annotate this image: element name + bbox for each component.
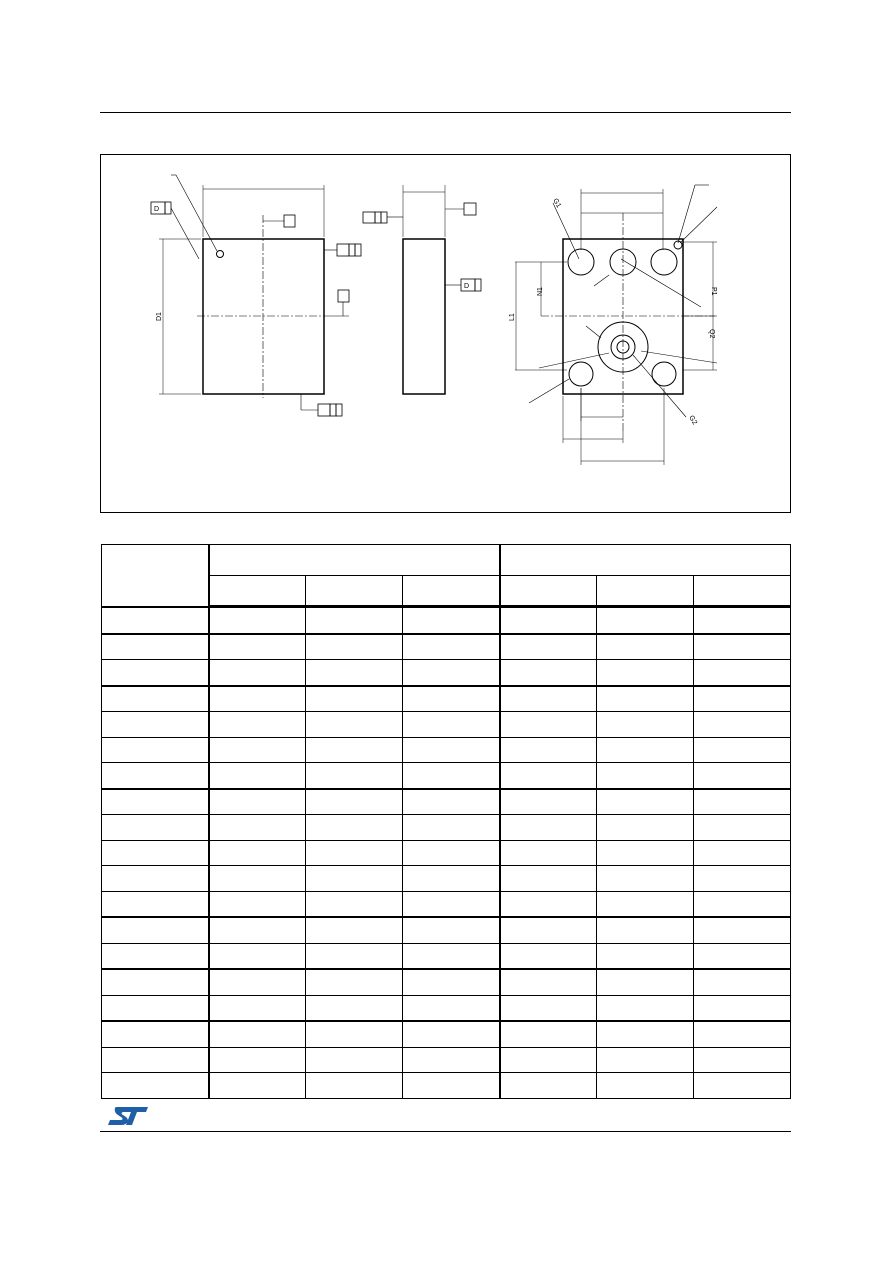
- table-subheader: [694, 576, 791, 607]
- table-cell: [500, 943, 597, 969]
- table-cell: [500, 917, 597, 943]
- table-cell: [102, 1021, 210, 1047]
- table-cell: [209, 943, 306, 969]
- table-cell: [102, 660, 210, 686]
- table-cell: [500, 1021, 597, 1047]
- table-cell: [306, 712, 403, 738]
- table-cell: [403, 995, 500, 1021]
- table-cell: [209, 763, 306, 789]
- table-row: [102, 995, 791, 1021]
- table-cell: [500, 815, 597, 841]
- table-cell: [403, 969, 500, 995]
- table-cell: [102, 866, 210, 892]
- table-cell: [102, 917, 210, 943]
- table-cell: [306, 866, 403, 892]
- table-cell: [102, 815, 210, 841]
- table-cell: [694, 995, 791, 1021]
- table-cell: [694, 686, 791, 712]
- table-cell: [403, 840, 500, 866]
- table-cell: [694, 917, 791, 943]
- table-cell: [694, 969, 791, 995]
- table-cell: [597, 866, 694, 892]
- table-subheader: [209, 576, 306, 607]
- table-cell: [102, 1073, 210, 1099]
- table-cell: [694, 1073, 791, 1099]
- table-cell: [403, 712, 500, 738]
- table-cell: [209, 1047, 306, 1073]
- label-g2: G2: [687, 414, 699, 427]
- table-cell: [597, 1073, 694, 1099]
- table-cell: [500, 737, 597, 763]
- table-row: [102, 943, 791, 969]
- front-view-body: [203, 239, 324, 394]
- table-cell: [694, 1047, 791, 1073]
- table-cell: [102, 686, 210, 712]
- table-cell: [306, 686, 403, 712]
- table-cell: [500, 607, 597, 634]
- table-cell: [597, 789, 694, 815]
- table-row: [102, 840, 791, 866]
- table-cell: [500, 1073, 597, 1099]
- table-row: [102, 1021, 791, 1047]
- table-subheader: [403, 576, 500, 607]
- footer-rule: [100, 1131, 791, 1132]
- table-cell: [694, 660, 791, 686]
- table-cell: [209, 712, 306, 738]
- table-cell: [597, 943, 694, 969]
- table-cell: [694, 607, 791, 634]
- label-p1: P1: [710, 287, 717, 296]
- table-cell: [403, 917, 500, 943]
- table-cell: [209, 917, 306, 943]
- table-cell: [500, 891, 597, 917]
- table-row: [102, 866, 791, 892]
- table-cell: [209, 1021, 306, 1047]
- table-subheader: [500, 576, 597, 607]
- table-cell: [694, 763, 791, 789]
- table-cell: [694, 737, 791, 763]
- table-body: [102, 607, 791, 1099]
- table-cell: [209, 737, 306, 763]
- table-cell: [500, 789, 597, 815]
- table-cell: [209, 789, 306, 815]
- table-cell: [597, 995, 694, 1021]
- table-cell: [102, 995, 210, 1021]
- table-header-group-1: [209, 545, 500, 576]
- table-cell: [306, 840, 403, 866]
- table-cell: [209, 840, 306, 866]
- table-cell: [500, 866, 597, 892]
- table-cell: [500, 763, 597, 789]
- table-cell: [403, 763, 500, 789]
- table-cell: [694, 943, 791, 969]
- table-row: [102, 737, 791, 763]
- table-subheader: [306, 576, 403, 607]
- table-cell: [403, 815, 500, 841]
- table-cell: [306, 789, 403, 815]
- table-cell: [694, 789, 791, 815]
- table-cell: [597, 712, 694, 738]
- label-q2: Q2: [708, 329, 715, 339]
- table-cell: [102, 712, 210, 738]
- table-cell: [403, 634, 500, 660]
- table-cell: [500, 995, 597, 1021]
- table-cell: [102, 969, 210, 995]
- table-cell: [694, 1021, 791, 1047]
- table-cell: [694, 634, 791, 660]
- table-cell: [306, 737, 403, 763]
- table-cell: [102, 943, 210, 969]
- table-row: [102, 1073, 791, 1099]
- table-subheader: [597, 576, 694, 607]
- table-cell: [102, 1047, 210, 1073]
- label-d1: D1: [156, 312, 163, 321]
- table-cell: [500, 969, 597, 995]
- table-cell: [306, 917, 403, 943]
- table-cell: [403, 660, 500, 686]
- table-cell: [306, 763, 403, 789]
- table-cell: [209, 686, 306, 712]
- table-cell: [102, 763, 210, 789]
- package-outline-drawing: [100, 154, 791, 513]
- table-cell: [403, 1047, 500, 1073]
- table-cell: [209, 815, 306, 841]
- table-cell: [403, 686, 500, 712]
- table-cell: [597, 840, 694, 866]
- table-cell: [306, 969, 403, 995]
- table-row: [102, 686, 791, 712]
- table-cell: [102, 891, 210, 917]
- label-g1: G1: [551, 197, 563, 210]
- table-cell: [306, 995, 403, 1021]
- table-cell: [102, 634, 210, 660]
- table-cell: [403, 866, 500, 892]
- table-row: [102, 763, 791, 789]
- table-cell: [209, 1073, 306, 1099]
- table-cell: [403, 789, 500, 815]
- table-cell: [694, 840, 791, 866]
- table-cell: [209, 866, 306, 892]
- label-n1: N1: [537, 287, 544, 296]
- table-cell: [306, 634, 403, 660]
- table-cell: [694, 891, 791, 917]
- table-cell: [306, 943, 403, 969]
- table-cell: [500, 686, 597, 712]
- table-cell: [306, 891, 403, 917]
- table-cell: [597, 660, 694, 686]
- table-row: [102, 789, 791, 815]
- datum-d-side: D: [464, 283, 470, 290]
- table-cell: [500, 712, 597, 738]
- side-view-body: [403, 239, 445, 394]
- table-cell: [306, 815, 403, 841]
- table-row: [102, 712, 791, 738]
- table-cell: [102, 789, 210, 815]
- table-cell: [597, 607, 694, 634]
- label-l1: L1: [509, 313, 516, 321]
- table-cell: [500, 660, 597, 686]
- table-cell: [500, 840, 597, 866]
- table-cell: [500, 1047, 597, 1073]
- table-cell: [694, 712, 791, 738]
- table-cell: [597, 686, 694, 712]
- table-cell: [403, 607, 500, 634]
- table-cell: [102, 737, 210, 763]
- table-row: [102, 917, 791, 943]
- table-cell: [694, 866, 791, 892]
- table-cell: [403, 943, 500, 969]
- table-cell: [209, 634, 306, 660]
- mechanical-drawing: [101, 155, 790, 512]
- st-logo-icon: [106, 1105, 150, 1127]
- table-cell: [306, 1021, 403, 1047]
- table-row: [102, 1047, 791, 1073]
- table-cell: [597, 969, 694, 995]
- table-cell: [209, 891, 306, 917]
- table-row: [102, 660, 791, 686]
- table-cell: [102, 840, 210, 866]
- table-cell: [403, 891, 500, 917]
- table-cell: [306, 660, 403, 686]
- table-row: [102, 634, 791, 660]
- table-cell: [209, 995, 306, 1021]
- table-cell: [597, 815, 694, 841]
- datum-d-front: D: [154, 206, 160, 213]
- table-cell: [306, 1073, 403, 1099]
- dimensions-table: [101, 544, 791, 1099]
- table-cell: [597, 917, 694, 943]
- table-cell: [500, 634, 597, 660]
- table-cell: [597, 763, 694, 789]
- table-cell: [102, 607, 210, 634]
- table-cell: [403, 737, 500, 763]
- table-cell: [403, 1021, 500, 1047]
- table-header-symbol: [102, 545, 210, 607]
- table-cell: [403, 1073, 500, 1099]
- table-row: [102, 815, 791, 841]
- table-cell: [597, 737, 694, 763]
- table-cell: [694, 815, 791, 841]
- header-rule: [100, 112, 791, 113]
- table-row: [102, 607, 791, 634]
- table-cell: [209, 660, 306, 686]
- table-cell: [306, 1047, 403, 1073]
- table-cell: [597, 891, 694, 917]
- table-cell: [306, 607, 403, 634]
- table-header-group-2: [500, 545, 791, 576]
- table-row: [102, 969, 791, 995]
- table-row: [102, 891, 791, 917]
- table-cell: [597, 634, 694, 660]
- table-cell: [209, 607, 306, 634]
- table-cell: [209, 969, 306, 995]
- table-cell: [597, 1047, 694, 1073]
- table-cell: [597, 1021, 694, 1047]
